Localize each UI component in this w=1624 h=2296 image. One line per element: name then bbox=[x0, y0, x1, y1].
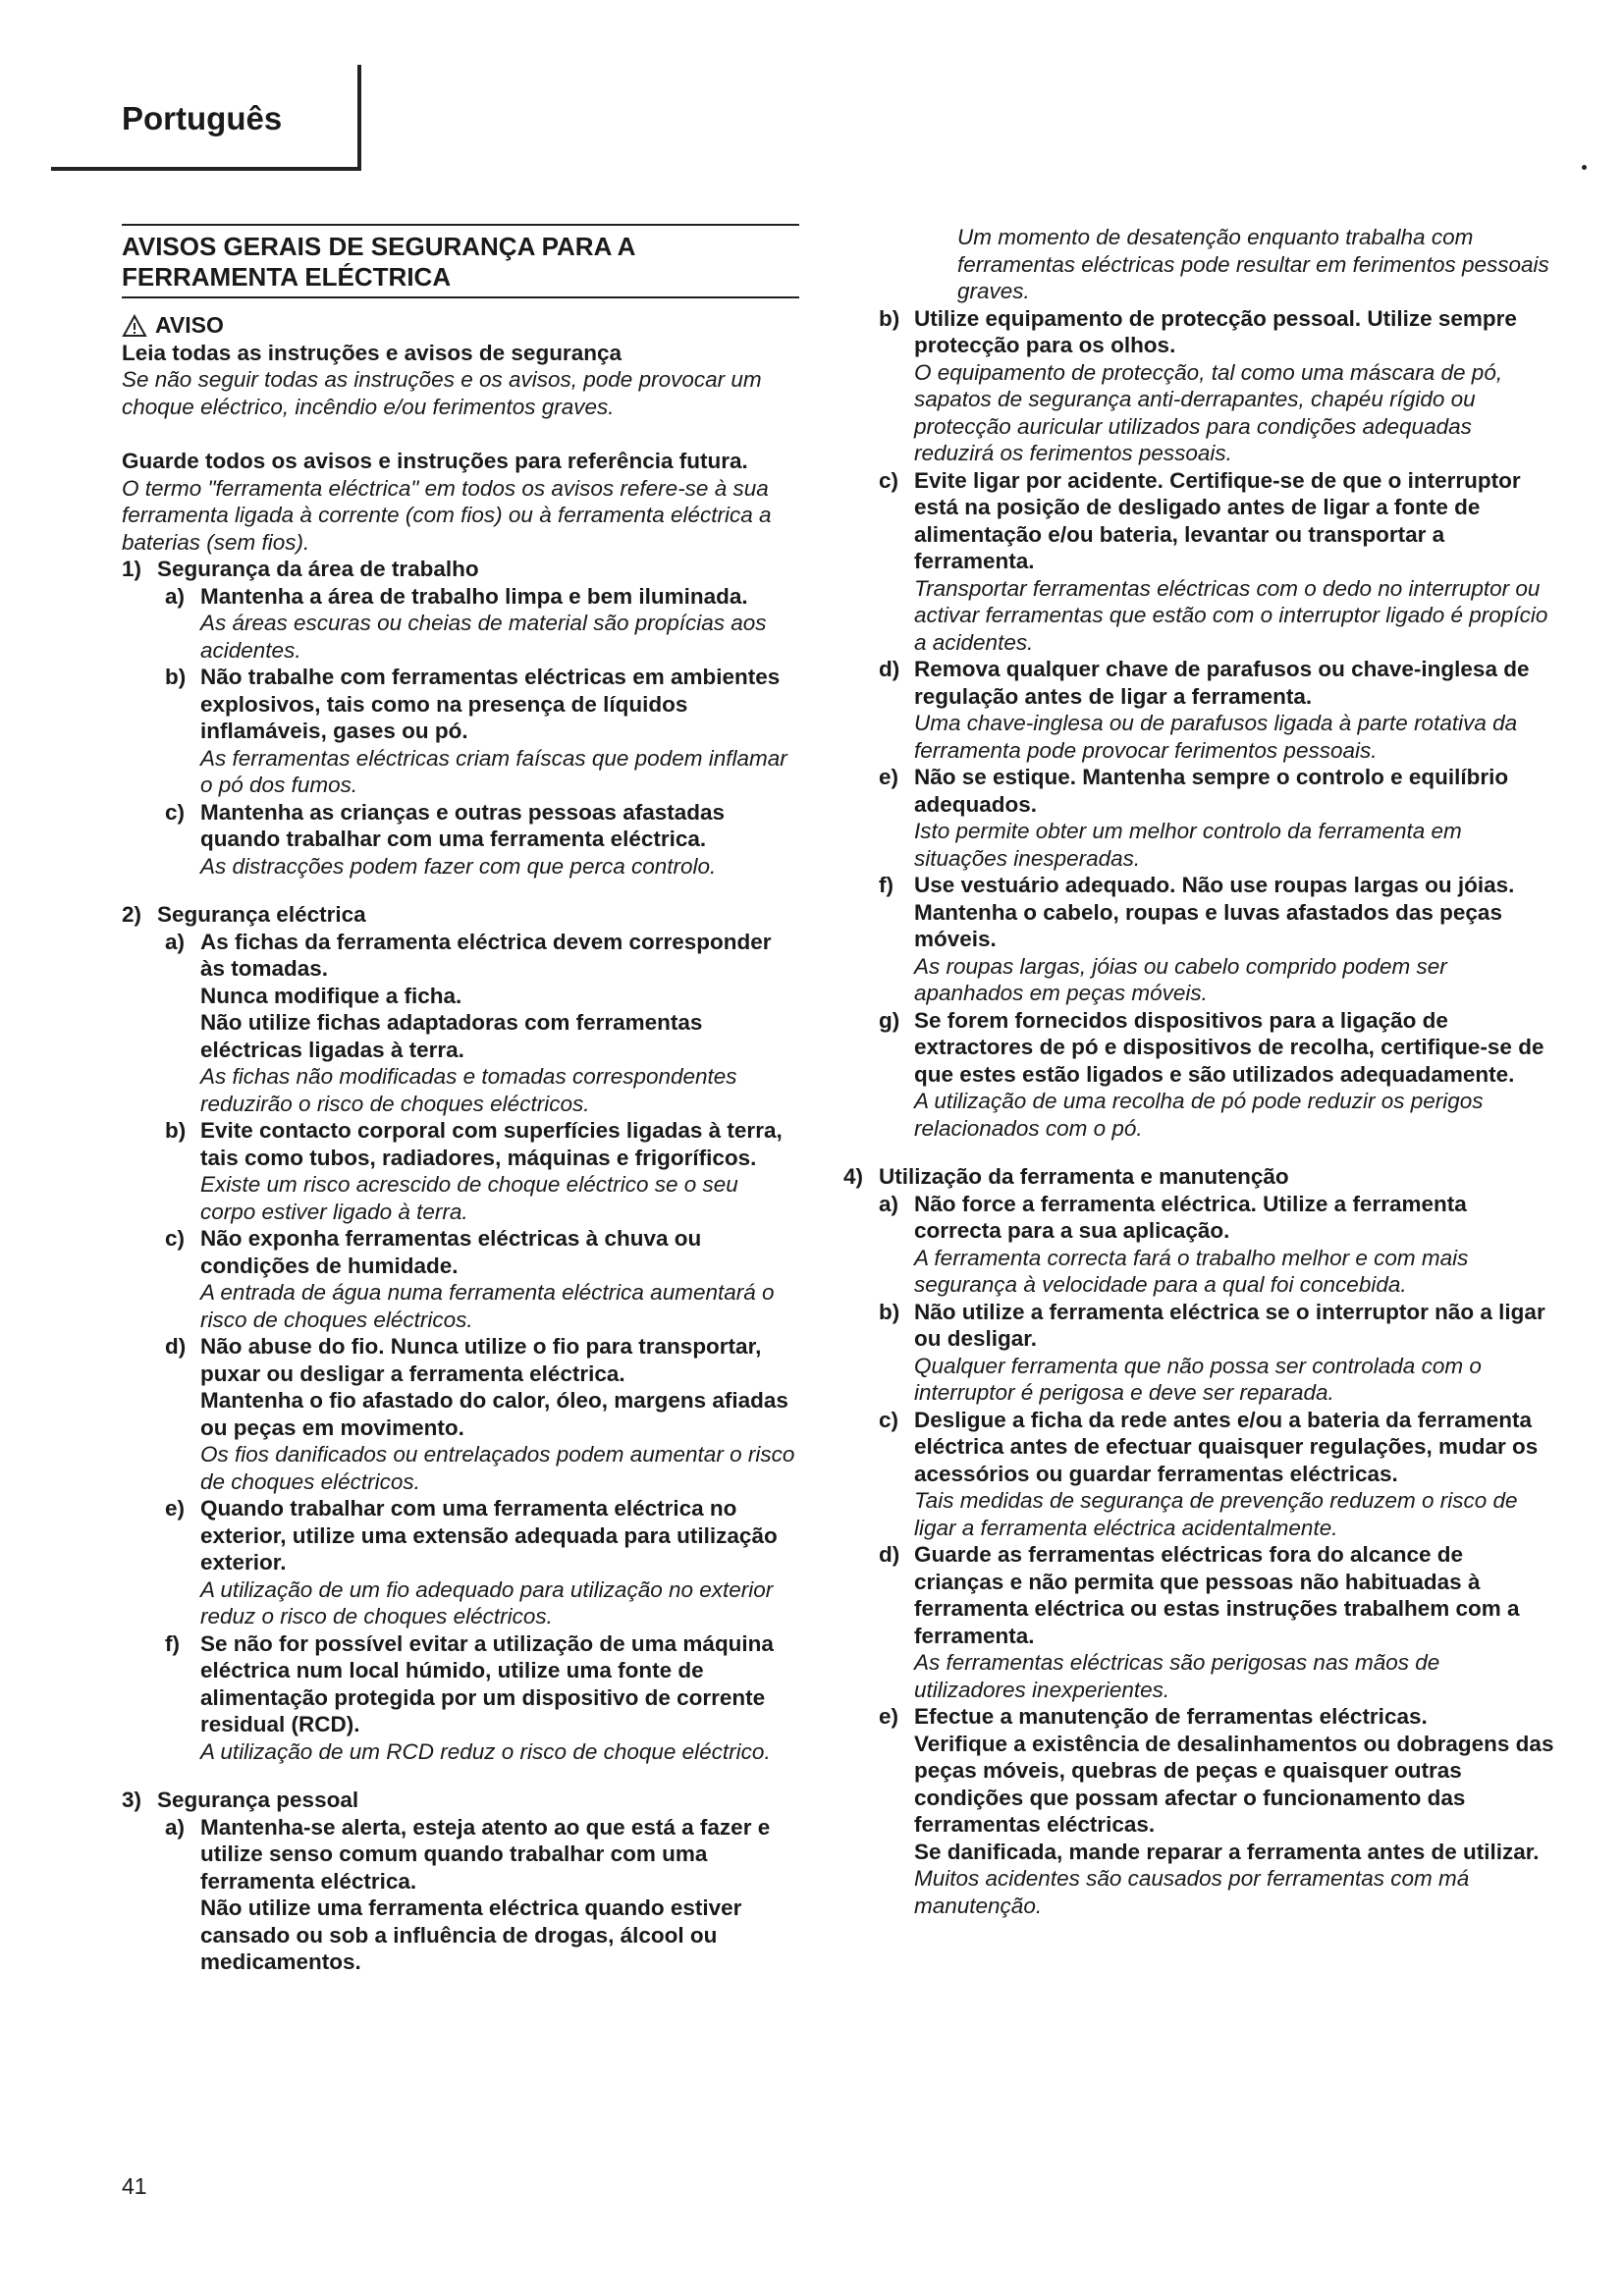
section-3-heading bbox=[122, 1787, 799, 1814]
list-item bbox=[122, 1814, 799, 1976]
list-item bbox=[122, 929, 799, 1118]
item-bold-text: Verifique a existência de desalinhamentos ou dobragens das peças móveis, quebras de peças e quaisquer outras condições que possam afectar o funcionamento das ferramentas eléctricas. bbox=[914, 1731, 1554, 1837]
list-item bbox=[879, 1007, 1556, 1143]
item-letter: c) bbox=[165, 1226, 186, 1251]
item-bold-text: Evite ligar por acidente. Certifique-se de que o interruptor está na posição de desligado antes de ligar a fonte de alimentação e/ou bateria, levantar ou transportar a ferramenta. bbox=[914, 467, 1521, 573]
item-italic-text: Qualquer ferramenta que não possa ser controlada com o interruptor é perigosa e deve ser reparada. bbox=[914, 1353, 1482, 1405]
item-bold-text: Quando trabalhar com uma ferramenta eléctrica no exterior, utilize uma extensão adequada para utilização exterior. bbox=[200, 1496, 778, 1575]
list-item bbox=[879, 1407, 1556, 1542]
item-bold-text: Se forem fornecidos dispositivos para a ligação de extractores de pó e dispositivos de recolha, certifique-se de que estes estão ligados e são utilizados adequadamente. bbox=[914, 1007, 1544, 1087]
continued-item bbox=[879, 224, 1556, 305]
item-letter: d) bbox=[879, 1542, 900, 1567]
item-italic-text: Tais medidas de segurança de prevenção reduzem o risco de ligar a ferramenta eléctrica acidentalmente. bbox=[914, 1488, 1518, 1540]
item-letter: c) bbox=[165, 799, 186, 825]
margin-dot bbox=[1582, 165, 1587, 170]
list-item bbox=[879, 1191, 1556, 1299]
item-letter: e) bbox=[165, 1496, 186, 1521]
list-item bbox=[122, 799, 799, 881]
section-number: 4) bbox=[843, 1164, 864, 1189]
section-1-heading bbox=[122, 556, 799, 583]
list-item bbox=[879, 1703, 1556, 1919]
item-italic-text: A ferramenta correcta fará o trabalho melhor e com mais segurança à velocidade para a qual foi concebida. bbox=[914, 1245, 1469, 1297]
list-item bbox=[879, 1541, 1556, 1703]
item-bold-text: Utilize equipamento de protecção pessoal. Utilize sempre protecção para os olhos. bbox=[914, 305, 1517, 357]
section-number: 2) bbox=[122, 902, 142, 927]
item-bold-text: Nunca modifique a ficha. bbox=[200, 983, 462, 1008]
item-letter: a) bbox=[165, 1814, 186, 1840]
item-italic-text: A entrada de água numa ferramenta eléctrica aumentará o risco de choques eléctricos. bbox=[200, 1280, 775, 1332]
item-italic-text: Existe um risco acrescido de choque eléctrico se o seu corpo estiver ligado à terra. bbox=[200, 1172, 738, 1224]
item-bold-text: Remova qualquer chave de parafusos ou chave-inglesa de regulação antes de ligar a ferramenta. bbox=[914, 657, 1530, 709]
section-title-text: Segurança da área de trabalho bbox=[157, 557, 479, 581]
item-letter: d) bbox=[879, 657, 900, 681]
item-italic-text: A utilização de um fio adequado para utilização no exterior reduz o risco de choques eléctricos. bbox=[200, 1576, 774, 1629]
item-letter: e) bbox=[879, 765, 899, 789]
list-item bbox=[879, 764, 1556, 872]
list-item bbox=[122, 1630, 799, 1766]
left-column bbox=[122, 224, 799, 1976]
list-item bbox=[122, 583, 799, 665]
item-letter: b) bbox=[165, 665, 187, 689]
item-italic-text: Os fios danificados ou entrelaçados podem aumentar o risco de choques eléctricos. bbox=[200, 1442, 795, 1494]
item-bold-text: Não exponha ferramentas eléctricas à chuva ou condições de humidade. bbox=[200, 1226, 702, 1278]
item-letter: c) bbox=[879, 1407, 899, 1432]
section-title-text: Utilização da ferramenta e manutenção bbox=[879, 1164, 1289, 1189]
item-italic-text: A utilização de um RCD reduz o risco de choque eléctrico. bbox=[200, 1738, 771, 1764]
item-italic-text: As ferramentas eléctricas são perigosas nas mãos de utilizadores inexperientes. bbox=[914, 1650, 1440, 1702]
list-item bbox=[879, 656, 1556, 764]
right-column bbox=[843, 224, 1556, 1919]
item-bold-text: Não abuse do fio. Nunca utilize o fio para transportar, puxar ou desligar a ferramenta eléctrica. bbox=[200, 1334, 762, 1386]
item-bold-text: Guarde as ferramentas eléctricas fora do alcance de crianças e não permita que pessoas não habituadas à ferramenta eléctrica ou estas instruções trabalhem com a ferramenta. bbox=[914, 1542, 1520, 1648]
item-italic-text: Transportar ferramentas eléctricas com o dedo no interruptor ou activar ferramentas que estão com o interruptor ligado é propício a acidentes. bbox=[914, 575, 1548, 655]
item-letter: a) bbox=[879, 1191, 899, 1216]
item-italic-text: As ferramentas eléctricas criam faíscas que podem inflamar o pó dos fumos. bbox=[200, 745, 787, 797]
section-title-text: Segurança eléctrica bbox=[157, 902, 366, 927]
list-item bbox=[122, 1333, 799, 1495]
warning-italic-text: Se não seguir todas as instruções e os avisos, pode provocar um choque eléctrico, incêndio e/ou ferimentos graves. bbox=[122, 367, 762, 419]
item-letter: f) bbox=[165, 1630, 180, 1656]
section-number: 3) bbox=[122, 1788, 142, 1812]
item-bold-text: Mantenha a área de trabalho limpa e bem iluminada. bbox=[200, 583, 748, 609]
list-item bbox=[879, 872, 1556, 1007]
item-bold-text: Se não for possível evitar a utilização de uma máquina eléctrica num local húmido, utilize uma fonte de alimentação protegida por um dispositivo de corrente residual (RCD). bbox=[200, 1630, 774, 1736]
item-letter: b) bbox=[165, 1118, 187, 1143]
item-bold-text: Não force a ferramenta eléctrica. Utilize a ferramenta correcta para a sua aplicação. bbox=[914, 1191, 1467, 1243]
section-2-heading bbox=[122, 901, 799, 929]
item-bold-text: Não trabalhe com ferramentas eléctricas em ambientes explosivos, tais como na presença de líquidos inflamáveis, gases ou pó. bbox=[200, 665, 781, 743]
item-italic-text: As distracções podem fazer com que perca controlo. bbox=[200, 853, 717, 879]
item-bold-text: Não utilize a ferramenta eléctrica se o interruptor não a ligar ou desligar. bbox=[914, 1299, 1545, 1351]
item-bold-text: Não utilize fichas adaptadoras com ferramentas eléctricas ligadas à terra. bbox=[200, 1010, 703, 1062]
list-item bbox=[879, 305, 1556, 467]
item-italic-text: As fichas não modificadas e tomadas correspondentes reduzirão o risco de choques eléctricos. bbox=[200, 1064, 737, 1116]
item-bold-text: Evite contacto corporal com superfícies ligadas à terra, tais como tubos, radiadores, máquinas e frigoríficos. bbox=[200, 1118, 783, 1170]
warning-bold-text: Leia todas as instruções e avisos de segurança bbox=[122, 340, 622, 365]
item-bold-text: Mantenha o fio afastado do calor, óleo, margens afiadas ou peças em movimento. bbox=[200, 1388, 788, 1440]
language-tab bbox=[51, 65, 361, 171]
item-letter: f) bbox=[879, 873, 893, 897]
item-italic-text: As áreas escuras ou cheias de material são propícias aos acidentes. bbox=[200, 611, 767, 663]
item-letter: c) bbox=[879, 467, 899, 493]
keep-instructions-text: Guarde todos os avisos e instruções para referência futura. bbox=[122, 449, 748, 473]
item-italic-text: Muitos acidentes são causados por ferramentas com má manutenção. bbox=[914, 1866, 1470, 1918]
definition-text: O termo "ferramenta eléctrica" em todos os avisos refere-se à sua ferramenta ligada à corrente (com fios) ou à ferramenta eléctrica a baterias (sem fios). bbox=[122, 475, 772, 555]
item-italic-text: Isto permite obter um melhor controlo da ferramenta em situações inesperadas. bbox=[914, 819, 1462, 871]
item-italic-text: Uma chave-inglesa ou de parafusos ligada à parte rotativa da ferramenta pode provocar ferimentos pessoais. bbox=[914, 711, 1518, 763]
item-bold-text: Não utilize uma ferramenta eléctrica quando estiver cansado ou sob a influência de drogas, álcool ou medicamentos. bbox=[200, 1896, 742, 1974]
item-letter: a) bbox=[165, 929, 186, 954]
item-letter: b) bbox=[879, 1299, 900, 1324]
item-bold-text: As fichas da ferramenta eléctrica devem corresponder às tomadas. bbox=[200, 929, 772, 981]
item-bold-text: Use vestuário adequado. Não use roupas largas ou jóias. Mantenha o cabelo, roupas e luvas afastados das peças móveis. bbox=[914, 873, 1515, 951]
item-letter: a) bbox=[165, 583, 186, 609]
item-bold-text: Mantenha as crianças e outras pessoas afastadas quando trabalhar com uma ferramenta eléctrica. bbox=[200, 799, 726, 851]
list-item bbox=[122, 664, 799, 799]
list-item bbox=[122, 1117, 799, 1225]
item-italic-text: A utilização de uma recolha de pó pode reduzir os perigos relacionados com o pó. bbox=[914, 1089, 1484, 1141]
item-letter: g) bbox=[879, 1007, 900, 1033]
list-item bbox=[879, 1299, 1556, 1407]
item-bold-text: Mantenha-se alerta, esteja atento ao que está a fazer e utilize senso comum quando trabalhar com uma ferramenta eléctrica. bbox=[200, 1814, 771, 1894]
section-title: AVISOS GERAIS DE SEGURANÇA PARA A FERRAMENTA ELÉCTRICA bbox=[122, 224, 799, 298]
item-bold-text: Se danificada, mande reparar a ferramenta antes de utilizar. bbox=[914, 1839, 1540, 1864]
item-italic-text: O equipamento de protecção, tal como uma máscara de pó, sapatos de segurança anti-derrapantes, chapéu rígido ou protecção auricular utilizados para condições adequadas reduzirá os ferimentos pessoais. bbox=[914, 359, 1503, 465]
item-bold-text: Não se estique. Mantenha sempre o controlo e equilíbrio adequados. bbox=[914, 765, 1509, 817]
section-number: 1) bbox=[122, 557, 142, 581]
warning-heading bbox=[122, 312, 799, 340]
warning-label: AVISO bbox=[155, 312, 224, 338]
item-italic-text: As roupas largas, jóias ou cabelo comprido podem ser apanhados em peças móveis. bbox=[914, 953, 1447, 1005]
item-italic-text: Um momento de desatenção enquanto trabalha com ferramentas eléctricas pode resultar em ferimentos pessoais graves. bbox=[957, 225, 1549, 303]
item-letter: b) bbox=[879, 305, 900, 331]
list-item bbox=[879, 467, 1556, 657]
item-bold-text: Efectue a manutenção de ferramentas eléctricas. bbox=[914, 1704, 1428, 1729]
item-letter: e) bbox=[879, 1704, 899, 1729]
section-title-text: Segurança pessoal bbox=[157, 1788, 359, 1812]
section-4-heading bbox=[843, 1163, 1556, 1191]
list-item bbox=[122, 1495, 799, 1630]
page-number: 41 bbox=[122, 2173, 147, 2199]
item-bold-text: Desligue a ficha da rede antes e/ou a bateria da ferramenta eléctrica antes de efectuar quaisquer regulações, mudar os acessórios ou guardar ferramentas eléctricas. bbox=[914, 1407, 1539, 1486]
warning-triangle-icon bbox=[122, 314, 147, 338]
language-label: Português bbox=[122, 100, 283, 136]
list-item bbox=[122, 1225, 799, 1333]
item-letter: d) bbox=[165, 1334, 187, 1359]
